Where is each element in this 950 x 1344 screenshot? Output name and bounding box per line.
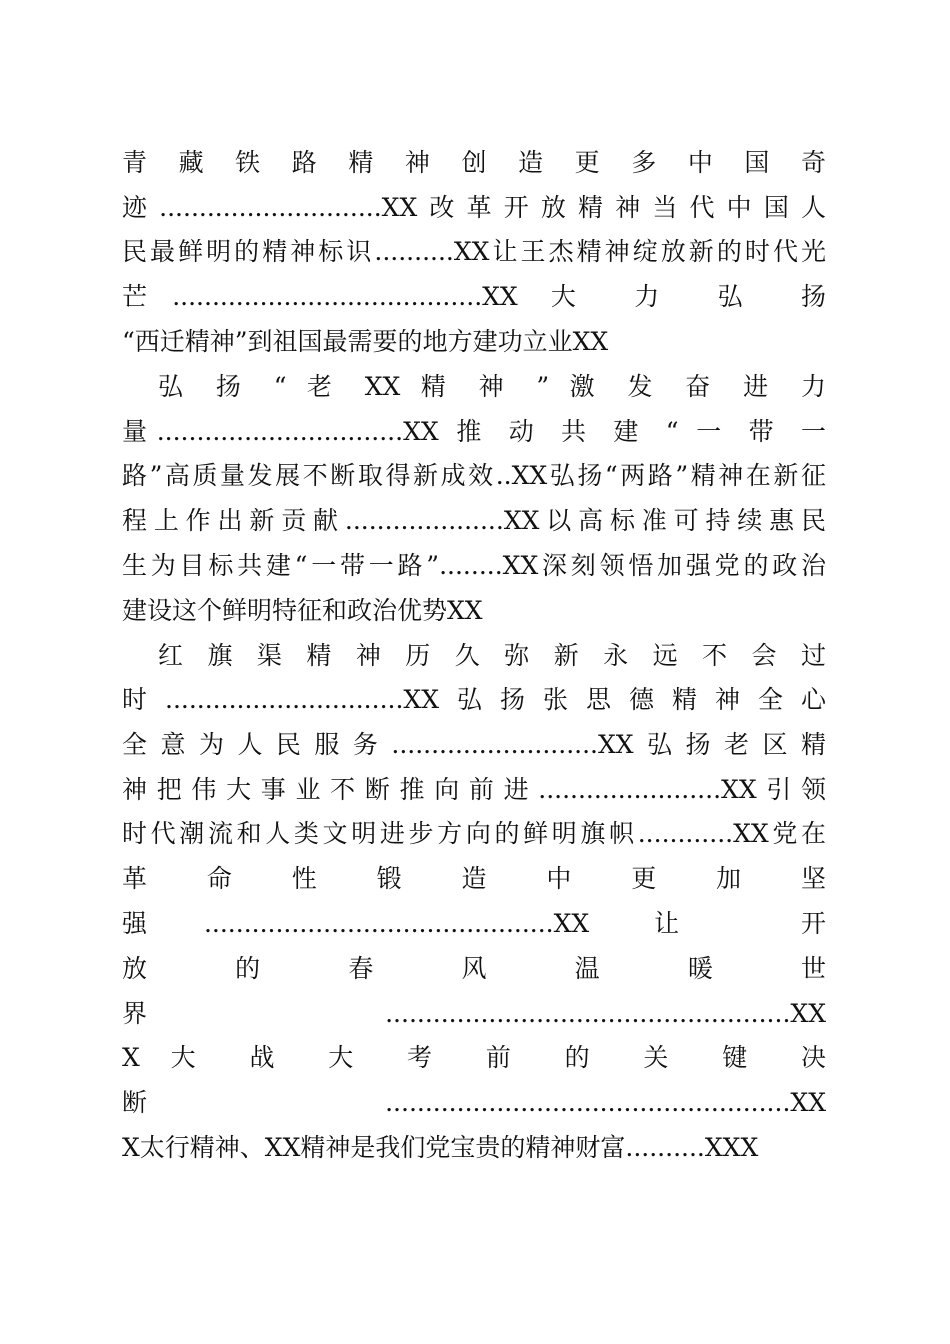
text-line: 青 藏 铁 路 精 神 创 造 更 多 中 国 奇 bbox=[122, 148, 826, 177]
text-line: 建设这个鲜明特征和政治优势XX bbox=[122, 596, 483, 625]
text-line: 迹............................XX改革开放精神当代中国人 bbox=[122, 193, 826, 222]
text-line: 弘 扬 “ 老 XX 精 神 ” 激 发 奋 进 力 bbox=[158, 372, 826, 401]
text-line: 程上作出新贡献....................XX以高标准可持续惠民 bbox=[122, 506, 826, 535]
text-line: 强............................................XX 让 开 bbox=[122, 909, 826, 938]
text-line: 量...............................XX 推 动 共 建 “ 一 带 一 bbox=[122, 417, 826, 446]
text-line: 红 旗 渠 精 神 历 久 弥 新 永 远 不 会 过 bbox=[158, 641, 826, 670]
text-line: 神把伟大事业不断推向前进.......................XX引领 bbox=[122, 775, 826, 804]
text-line: 放 的 春 风 温 暖 世 bbox=[122, 954, 826, 983]
text-line: 革 命 性 锻 造 中 更 加 坚 bbox=[122, 864, 826, 893]
text-line: 界...................................................XX bbox=[122, 999, 826, 1028]
text-line: X 大 战 大 考 前 的 关 键 决 bbox=[122, 1043, 826, 1072]
text-line: 生为目标共建“一带一路”........XX深刻领悟加强党的政治 bbox=[122, 551, 826, 580]
text-line: 断...................................................XX bbox=[122, 1088, 826, 1117]
text-line: 路”高质量发展不断取得新成效..XX弘扬“两路”精神在新征 bbox=[122, 461, 826, 490]
text-line: 时代潮流和人类文明进步方向的鲜明旗帜............XX党在 bbox=[122, 819, 826, 848]
text-line: 芒.......................................XX 大 力 弘 扬 bbox=[122, 282, 826, 311]
text-line: 时..............................XX弘扬张思德精神全心 bbox=[122, 685, 826, 714]
text-line: 民最鲜明的精神标识..........XX让王杰精神绽放新的时代光 bbox=[122, 237, 826, 266]
text-line: 全意为人民服务..........................XX弘扬老区精 bbox=[122, 730, 826, 759]
text-line: “西迁精神”到祖国最需要的地方建功立业XX bbox=[122, 327, 609, 356]
text-line: X太行精神、XX精神是我们党宝贵的精神财富..........XXX bbox=[122, 1133, 759, 1162]
